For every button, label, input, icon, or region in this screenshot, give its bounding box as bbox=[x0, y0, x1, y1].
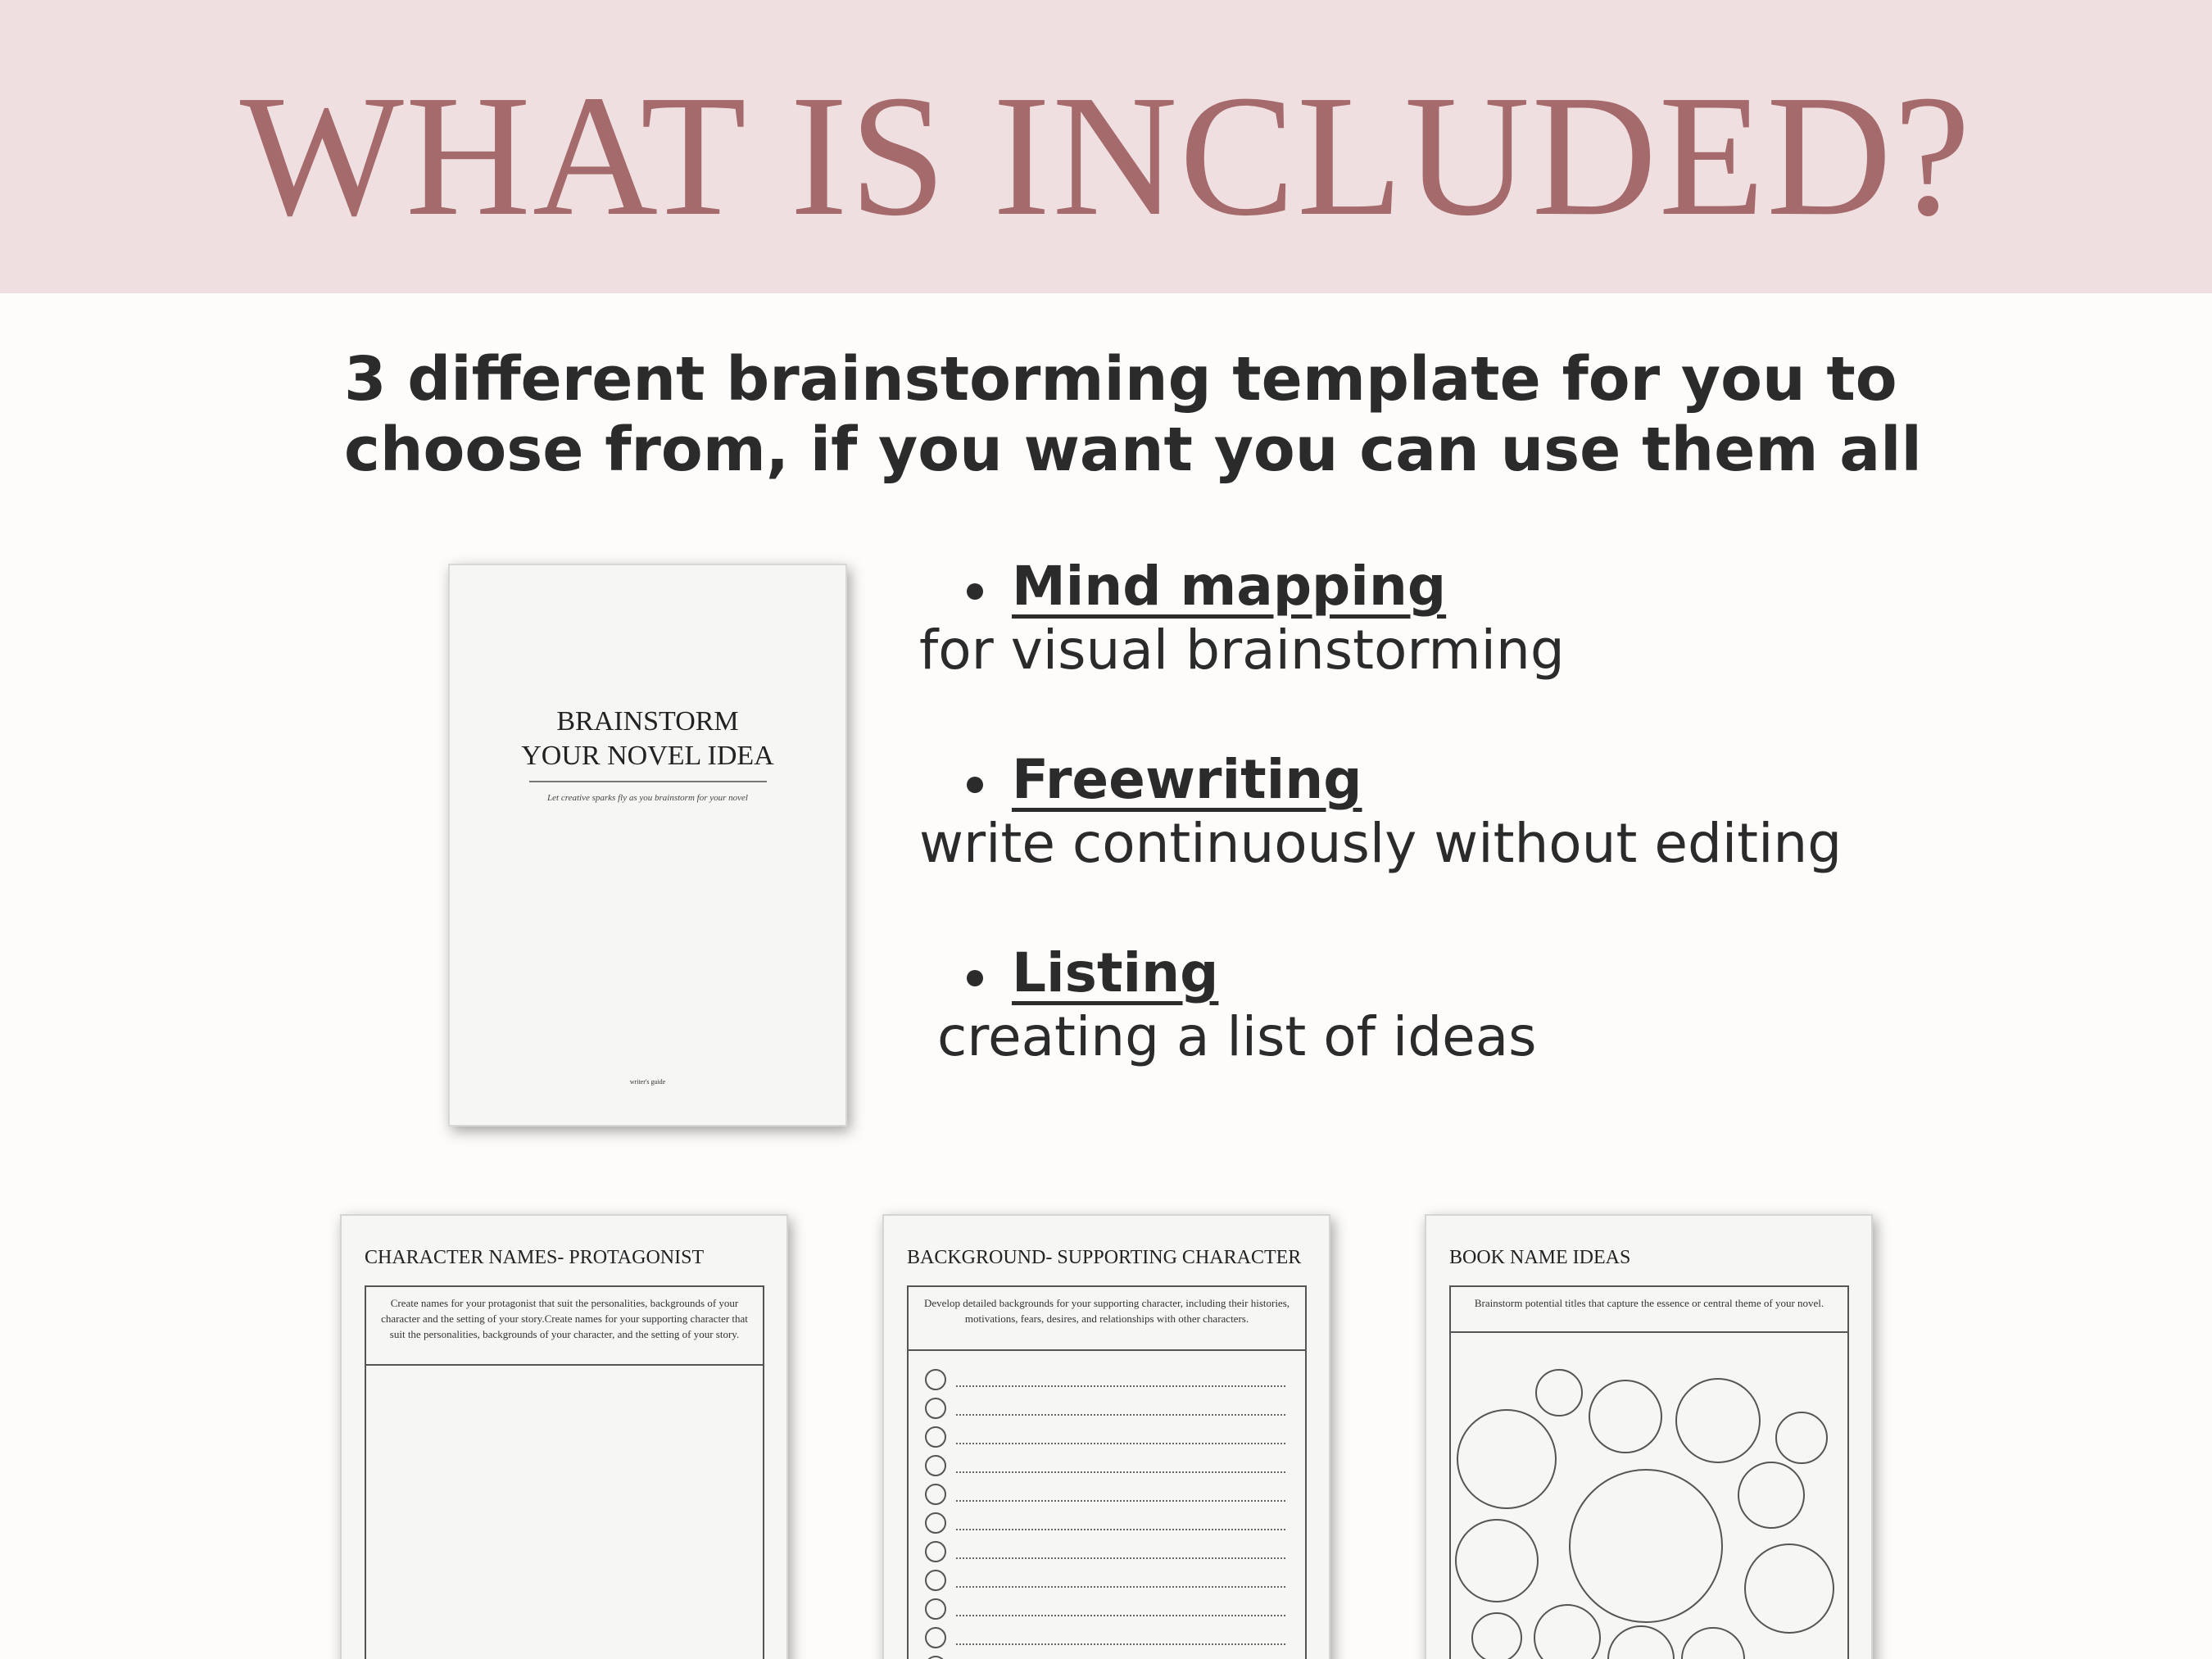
dotted-line bbox=[956, 1643, 1285, 1645]
dotted-line bbox=[956, 1414, 1285, 1416]
checkbox-circle-icon bbox=[925, 1398, 946, 1419]
cover-title-line: BRAINSTORM bbox=[556, 706, 739, 737]
checkbox-circle-icon bbox=[925, 1570, 946, 1591]
template-preview-book-names bbox=[1425, 1214, 1873, 1659]
checkbox-circle-icon bbox=[925, 1627, 946, 1648]
feature-description: for visual brainstorming bbox=[919, 619, 1565, 682]
bubble-shape bbox=[1682, 1628, 1744, 1659]
feature-heading: Mind mapping bbox=[1012, 555, 1447, 618]
bubble-shape bbox=[1589, 1380, 1661, 1453]
checkbox-circle-icon bbox=[925, 1598, 946, 1620]
dotted-line bbox=[956, 1529, 1285, 1530]
bubble-shape bbox=[1776, 1412, 1827, 1463]
template-preview-character-names bbox=[340, 1214, 788, 1659]
dotted-line bbox=[956, 1500, 1285, 1502]
dotted-line bbox=[956, 1443, 1285, 1444]
subtitle-line: choose from, if you want you can use them all bbox=[344, 415, 1922, 485]
listing-row bbox=[925, 1426, 1285, 1451]
listing-row bbox=[925, 1398, 1285, 1422]
listing-row bbox=[925, 1541, 1285, 1566]
template-frame bbox=[1449, 1285, 1849, 1659]
subtitle-line: 3 different brainstorming template for you to bbox=[344, 344, 1897, 415]
bubble-shape bbox=[1745, 1544, 1834, 1633]
bubble-shape bbox=[1457, 1410, 1556, 1508]
feature-description: write continuously without editing bbox=[919, 812, 1843, 875]
checkbox-circle-icon bbox=[925, 1541, 946, 1562]
header-banner bbox=[0, 0, 2212, 293]
checkbox-circle-icon bbox=[925, 1426, 946, 1448]
feature-description: creating a list of ideas bbox=[937, 1005, 1537, 1068]
bullet-icon bbox=[967, 777, 983, 793]
subtitle bbox=[344, 344, 1922, 485]
page-title: WHAT IS INCLUDED? bbox=[239, 59, 1973, 252]
bubble-shape bbox=[1570, 1470, 1722, 1622]
checkbox-circle-icon bbox=[925, 1512, 946, 1534]
bubble-shape bbox=[1534, 1605, 1600, 1659]
dotted-line bbox=[956, 1471, 1285, 1473]
feature-heading: Listing bbox=[1012, 941, 1219, 1004]
bubble-shape bbox=[1472, 1613, 1521, 1659]
template-description: Develop detailed backgrounds for your supporting character, including their histories, motivations, fears, desires, and relationships with other characters. bbox=[909, 1287, 1305, 1351]
cover-page-preview bbox=[448, 564, 847, 1126]
dotted-line bbox=[956, 1586, 1285, 1588]
template-frame bbox=[907, 1285, 1307, 1659]
listing-row bbox=[925, 1656, 1285, 1659]
template-frame bbox=[365, 1285, 764, 1659]
bubble-shape bbox=[1676, 1379, 1760, 1462]
listing-row bbox=[925, 1598, 1285, 1623]
checkbox-circle-icon bbox=[925, 1455, 946, 1476]
checkbox-circle-icon bbox=[925, 1369, 946, 1390]
dotted-line bbox=[956, 1615, 1285, 1616]
cover-title-line: YOUR NOVEL IDEA bbox=[521, 741, 774, 771]
bubble-shape bbox=[1738, 1462, 1804, 1528]
cover-footer: writer's guide bbox=[629, 1078, 666, 1086]
mind-map-bubbles bbox=[1451, 1333, 1847, 1659]
template-title: BACKGROUND- SUPPORTING CHARACTER bbox=[907, 1247, 1302, 1268]
checkbox-circle-icon bbox=[925, 1484, 946, 1505]
template-title: CHARACTER NAMES- PROTAGONIST bbox=[365, 1247, 705, 1268]
dotted-line bbox=[956, 1385, 1285, 1387]
cover-title bbox=[450, 705, 845, 773]
bullet-icon bbox=[967, 583, 983, 600]
template-preview-background bbox=[882, 1214, 1330, 1659]
listing-row bbox=[925, 1484, 1285, 1508]
bubble-shape bbox=[1456, 1520, 1538, 1602]
listing-row bbox=[925, 1570, 1285, 1594]
listing-row bbox=[925, 1512, 1285, 1537]
bubble-shape bbox=[1608, 1626, 1674, 1659]
cover-tagline: Let creative sparks fly as you brainstorm for your novel bbox=[547, 793, 748, 803]
listing-row bbox=[925, 1369, 1285, 1394]
template-description: Brainstorm potential titles that capture the essence or central theme of your novel. bbox=[1451, 1287, 1847, 1333]
bubble-shape bbox=[1536, 1370, 1582, 1416]
listing-row bbox=[925, 1627, 1285, 1652]
template-description: Create names for your protagonist that suit the personalities, backgrounds of your character and the setting of your story.Create names for your supporting character that suit the personalities, backgrounds of your character, and the setting of your story. bbox=[366, 1287, 763, 1366]
feature-heading: Freewriting bbox=[1012, 748, 1362, 811]
checkbox-circle-icon bbox=[925, 1656, 946, 1659]
dotted-line bbox=[956, 1557, 1285, 1559]
bullet-icon bbox=[967, 970, 983, 986]
template-title: BOOK NAME IDEAS bbox=[1449, 1247, 1631, 1268]
listing-row bbox=[925, 1455, 1285, 1480]
cover-divider bbox=[529, 781, 767, 782]
